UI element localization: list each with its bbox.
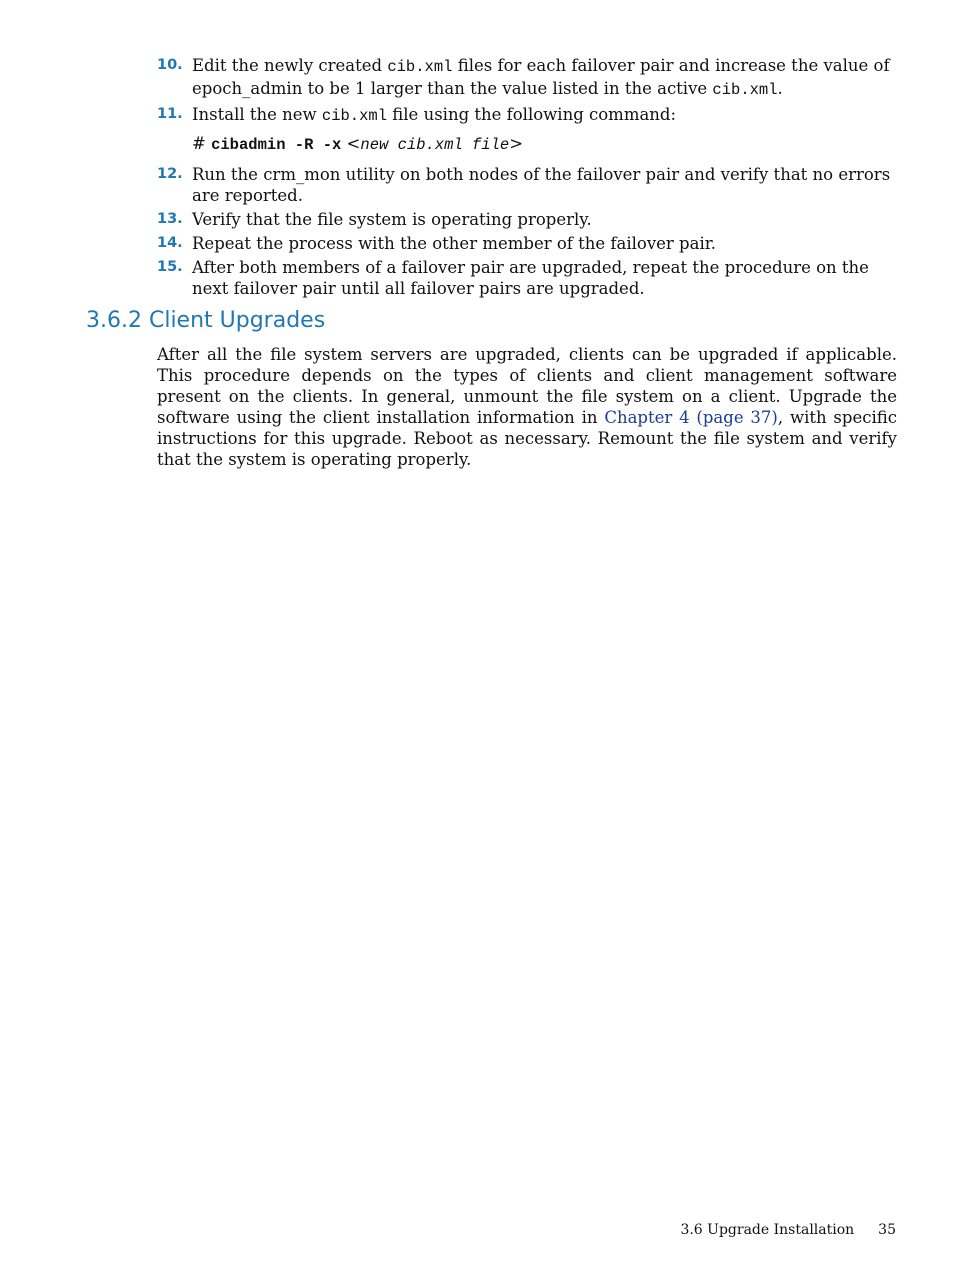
chapter-link[interactable]: Chapter 4 (page 37) bbox=[604, 408, 778, 427]
step-14: 14. Repeat the process with the other member of the failover pair. bbox=[157, 234, 717, 253]
step-13: 13. Verify that the file system is operating properly. bbox=[157, 210, 592, 229]
step-number: 10. bbox=[157, 57, 183, 73]
command-prompt: # bbox=[192, 134, 212, 153]
command-argument: new cib.xml file bbox=[360, 136, 510, 154]
page-number: 35 bbox=[878, 1222, 896, 1238]
step-number: 13. bbox=[157, 211, 183, 227]
step-12: 12. Run the crm_mon utility on both nodes of the failover pair and verify that no errors are reported. bbox=[157, 165, 891, 205]
code-filename: cib.xml bbox=[321, 107, 388, 125]
footer-section: 3.6 Upgrade Installation bbox=[680, 1222, 855, 1238]
step-15: 15. After both members of a failover pair are upgraded, repeat the procedure on the next failover pair until all failover pairs are upgraded. bbox=[157, 258, 869, 298]
command-text: cibadmin -R -x bbox=[211, 136, 342, 154]
page-footer bbox=[680, 1222, 896, 1238]
step-10: 10. Edit the newly created cib.xml files for each failover pair and increase the value of epoch_admin to be 1 larger than the value listed in the active cib.xml. bbox=[157, 56, 890, 99]
code-filename: cib.xml bbox=[387, 58, 453, 76]
section-paragraph: After all the file system servers are upgraded, clients can be upgraded if applicable. This procedure depends on the types of clients and client management software present on the clients. In general, unmount the file system on a client. Upgrade the software using the client installation information in Chapter 4 (page 37), with specific instructions for this upgrade. Reboot as necessary. Remount the file system and verify that the system is operating properly. bbox=[157, 345, 897, 469]
step-11: 11. Install the new cib.xml file using the following command: bbox=[157, 105, 677, 125]
section-heading: 3.6.2 Client Upgrades bbox=[86, 308, 326, 333]
step-number: 12. bbox=[157, 166, 183, 182]
step-number: 11. bbox=[157, 106, 183, 122]
step-list bbox=[157, 55, 902, 302]
step-number: 15. bbox=[157, 259, 183, 275]
code-filename: cib.xml bbox=[712, 81, 778, 99]
command-line: # cibadmin -R -x <new cib.xml file> bbox=[192, 134, 524, 154]
step-number: 14. bbox=[157, 235, 183, 251]
